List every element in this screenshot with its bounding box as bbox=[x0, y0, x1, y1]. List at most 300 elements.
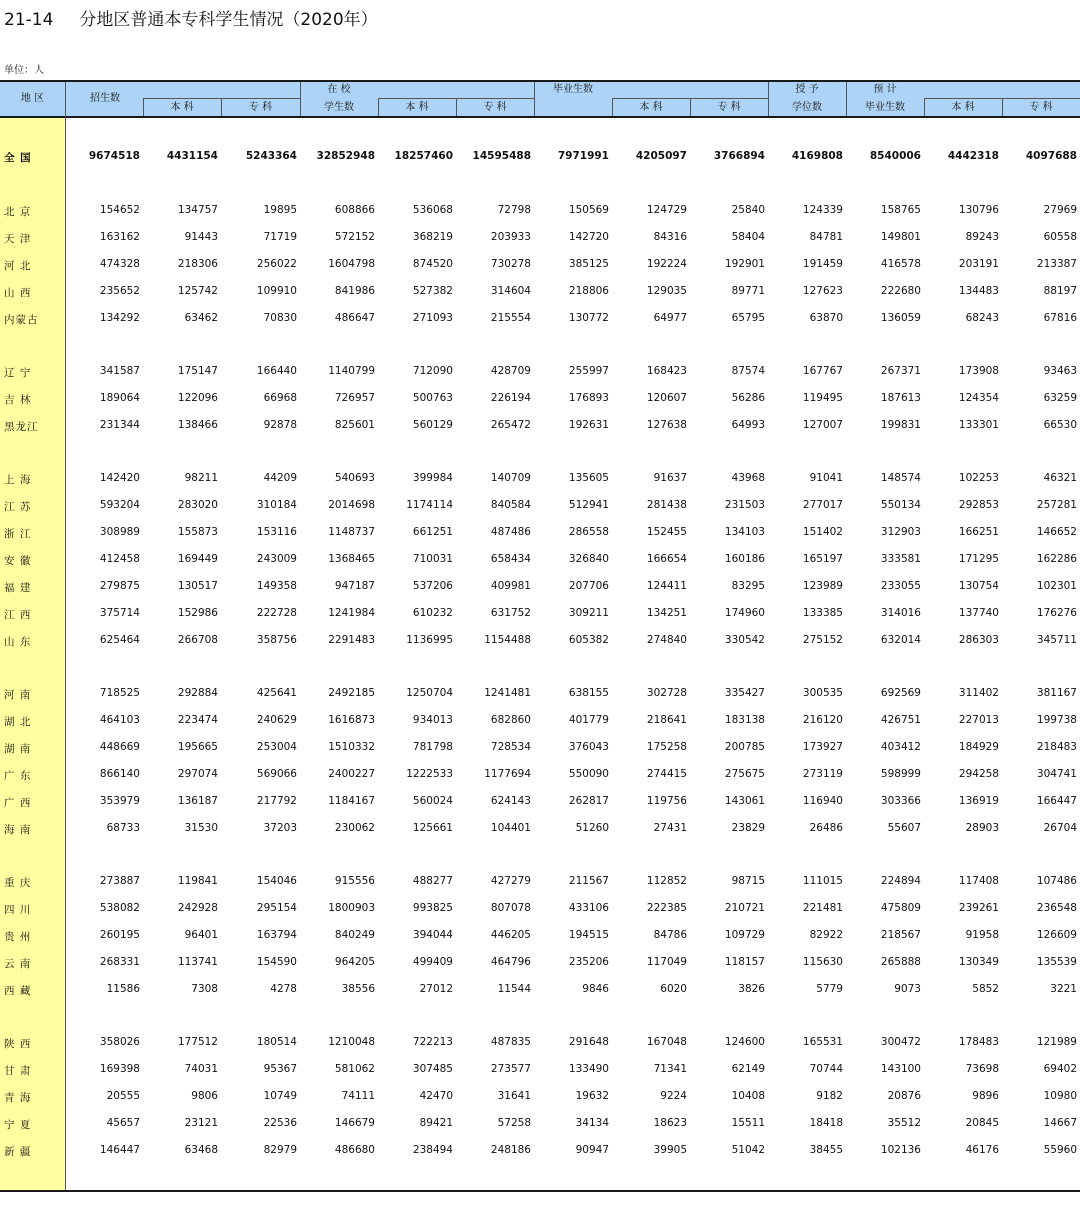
table-cell: 136919 bbox=[958, 795, 999, 807]
table-cell: 187613 bbox=[880, 392, 921, 404]
table-cell: 175258 bbox=[646, 741, 687, 753]
table-cell: 124354 bbox=[958, 392, 999, 404]
table-cell: 127007 bbox=[802, 419, 843, 431]
table-cell: 143100 bbox=[880, 1063, 921, 1075]
table-cell: 10749 bbox=[263, 1090, 297, 1102]
table-cell: 180514 bbox=[256, 1036, 297, 1048]
table-cell: 107486 bbox=[1036, 875, 1077, 887]
table-cell: 1250704 bbox=[406, 687, 453, 699]
table-cell: 718525 bbox=[99, 687, 140, 699]
table-cell: 177512 bbox=[177, 1036, 218, 1048]
header-graduates-zk: 专 科 bbox=[717, 102, 741, 113]
table-cell: 130349 bbox=[958, 956, 999, 968]
table-cell: 8540006 bbox=[869, 150, 921, 162]
table-cell: 199831 bbox=[880, 419, 921, 431]
table-cell: 95367 bbox=[263, 1063, 297, 1075]
table-cell: 4278 bbox=[270, 983, 297, 995]
page-title bbox=[4, 5, 378, 30]
region-name: 福 建 bbox=[4, 582, 32, 594]
table-row bbox=[0, 1117, 1080, 1135]
table-cell: 385125 bbox=[568, 258, 609, 270]
table-cell: 134292 bbox=[99, 312, 140, 324]
table-cell: 102253 bbox=[958, 472, 999, 484]
table-cell: 722213 bbox=[412, 1036, 453, 1048]
table-cell: 222385 bbox=[646, 902, 687, 914]
table-cell: 9846 bbox=[582, 983, 609, 995]
table-cell: 426751 bbox=[880, 714, 921, 726]
table-cell: 74111 bbox=[341, 1090, 375, 1102]
table-cell: 728534 bbox=[490, 741, 531, 753]
table-cell: 146679 bbox=[334, 1117, 375, 1129]
header-expected-bk: 本 科 bbox=[951, 102, 975, 113]
region-name: 黑龙江 bbox=[4, 421, 39, 433]
table-cell: 158765 bbox=[880, 204, 921, 216]
table-cell: 1148737 bbox=[328, 526, 375, 538]
table-cell: 1510332 bbox=[328, 741, 375, 753]
table-cell: 26486 bbox=[809, 822, 843, 834]
table-cell: 294258 bbox=[958, 768, 999, 780]
table-cell: 55960 bbox=[1043, 1144, 1077, 1156]
table-cell: 304741 bbox=[1036, 768, 1077, 780]
table-cell: 11544 bbox=[497, 983, 531, 995]
table-cell: 122096 bbox=[177, 392, 218, 404]
table-cell: 527382 bbox=[412, 285, 453, 297]
table-cell: 124729 bbox=[646, 204, 687, 216]
table-cell: 1140799 bbox=[328, 365, 375, 377]
table-cell: 162286 bbox=[1036, 553, 1077, 565]
table-number: 21-14 bbox=[4, 10, 54, 30]
table-cell: 60558 bbox=[1043, 231, 1077, 243]
table-cell: 487835 bbox=[490, 1036, 531, 1048]
table-row bbox=[0, 1144, 1080, 1162]
table-cell: 87574 bbox=[731, 365, 765, 377]
table-row bbox=[0, 472, 1080, 490]
table-cell: 82922 bbox=[809, 929, 843, 941]
table-cell: 2400227 bbox=[328, 768, 375, 780]
table-cell: 169398 bbox=[99, 1063, 140, 1075]
table-cell: 38455 bbox=[809, 1144, 843, 1156]
table-cell: 475809 bbox=[880, 902, 921, 914]
table-cell: 72798 bbox=[497, 204, 531, 216]
table-cell: 608866 bbox=[334, 204, 375, 216]
table-cell: 19895 bbox=[263, 204, 297, 216]
table-cell: 726957 bbox=[334, 392, 375, 404]
header-degree-1: 授 予 bbox=[795, 84, 819, 95]
table-cell: 192901 bbox=[724, 258, 765, 270]
table-row bbox=[0, 687, 1080, 705]
table-cell: 90947 bbox=[575, 1144, 609, 1156]
table-cell: 1241481 bbox=[484, 687, 531, 699]
table-cell: 273119 bbox=[802, 768, 843, 780]
table-cell: 129035 bbox=[646, 285, 687, 297]
region-name: 湖 北 bbox=[4, 716, 32, 728]
table-cell: 111015 bbox=[802, 875, 843, 887]
table-cell: 256022 bbox=[256, 258, 297, 270]
table-cell: 486680 bbox=[334, 1144, 375, 1156]
table-cell: 119756 bbox=[646, 795, 687, 807]
table-cell: 326840 bbox=[568, 553, 609, 565]
table-cell: 154590 bbox=[256, 956, 297, 968]
table-cell: 376043 bbox=[568, 741, 609, 753]
region-name: 北 京 bbox=[4, 206, 32, 218]
table-cell: 560024 bbox=[412, 795, 453, 807]
table-row bbox=[0, 795, 1080, 813]
table-cell: 151402 bbox=[802, 526, 843, 538]
header-expected-zk: 专 科 bbox=[1029, 102, 1053, 113]
table-cell: 300535 bbox=[802, 687, 843, 699]
table-cell: 353979 bbox=[99, 795, 140, 807]
table-cell: 143061 bbox=[724, 795, 765, 807]
table-row bbox=[0, 285, 1080, 303]
table-row bbox=[0, 580, 1080, 598]
table-cell: 550134 bbox=[880, 499, 921, 511]
table-cell: 14667 bbox=[1043, 1117, 1077, 1129]
table-cell: 605382 bbox=[568, 634, 609, 646]
table-cell: 235652 bbox=[99, 285, 140, 297]
table-cell: 248186 bbox=[490, 1144, 531, 1156]
table-cell: 11586 bbox=[106, 983, 140, 995]
table-cell: 125742 bbox=[177, 285, 218, 297]
table-cell: 581062 bbox=[334, 1063, 375, 1075]
table-cell: 345711 bbox=[1036, 634, 1077, 646]
table-cell: 73698 bbox=[965, 1063, 999, 1075]
table-cell: 488277 bbox=[412, 875, 453, 887]
table-row bbox=[0, 526, 1080, 544]
table-cell: 273577 bbox=[490, 1063, 531, 1075]
table-cell: 109729 bbox=[724, 929, 765, 941]
table-row bbox=[0, 929, 1080, 947]
table-row bbox=[0, 231, 1080, 249]
table-cell: 20555 bbox=[106, 1090, 140, 1102]
table-cell: 27012 bbox=[419, 983, 453, 995]
table-cell: 358756 bbox=[256, 634, 297, 646]
region-name: 甘 肃 bbox=[4, 1065, 32, 1077]
table-cell: 166251 bbox=[958, 526, 999, 538]
table-cell: 34134 bbox=[575, 1117, 609, 1129]
table-cell: 4169808 bbox=[791, 150, 843, 162]
table-cell: 3826 bbox=[738, 983, 765, 995]
table-cell: 127638 bbox=[646, 419, 687, 431]
table-cell: 658434 bbox=[490, 553, 531, 565]
total-row bbox=[0, 150, 1080, 168]
table-cell: 169449 bbox=[177, 553, 218, 565]
table-cell: 540693 bbox=[334, 472, 375, 484]
table-cell: 1184167 bbox=[328, 795, 375, 807]
table-cell: 121989 bbox=[1036, 1036, 1077, 1048]
table-cell: 625464 bbox=[99, 634, 140, 646]
table-cell: 89243 bbox=[965, 231, 999, 243]
table-cell: 412458 bbox=[99, 553, 140, 565]
table-cell: 273887 bbox=[99, 875, 140, 887]
table-cell: 446205 bbox=[490, 929, 531, 941]
table-cell: 155873 bbox=[177, 526, 218, 538]
table-cell: 335427 bbox=[724, 687, 765, 699]
table-cell: 238494 bbox=[412, 1144, 453, 1156]
table-cell: 134757 bbox=[177, 204, 218, 216]
table-cell: 91443 bbox=[184, 231, 218, 243]
table-cell: 70744 bbox=[809, 1063, 843, 1075]
table-cell: 416578 bbox=[880, 258, 921, 270]
table-cell: 68243 bbox=[965, 312, 999, 324]
table-cell: 307485 bbox=[412, 1063, 453, 1075]
table-cell: 192631 bbox=[568, 419, 609, 431]
region-name: 江 苏 bbox=[4, 501, 32, 513]
region-name: 四 川 bbox=[4, 904, 32, 916]
table-cell: 7971991 bbox=[557, 150, 609, 162]
table-bottom-rule bbox=[0, 1190, 1080, 1192]
table-cell: 9896 bbox=[972, 1090, 999, 1102]
header-expected-2: 毕业生数 bbox=[865, 102, 905, 113]
table-row bbox=[0, 741, 1080, 759]
table-cell: 23829 bbox=[731, 822, 765, 834]
table-cell: 135539 bbox=[1036, 956, 1077, 968]
table-cell: 175147 bbox=[177, 365, 218, 377]
table-cell: 173927 bbox=[802, 741, 843, 753]
region-name: 云 南 bbox=[4, 958, 32, 970]
table-cell: 130754 bbox=[958, 580, 999, 592]
table-cell: 153116 bbox=[256, 526, 297, 538]
table-cell: 9224 bbox=[660, 1090, 687, 1102]
table-cell: 130796 bbox=[958, 204, 999, 216]
table-cell: 1222533 bbox=[406, 768, 453, 780]
table-cell: 286303 bbox=[958, 634, 999, 646]
table-cell: 146447 bbox=[99, 1144, 140, 1156]
table-cell: 113741 bbox=[177, 956, 218, 968]
table-cell: 91637 bbox=[653, 472, 687, 484]
table-cell: 218483 bbox=[1036, 741, 1077, 753]
region-name: 全 国 bbox=[4, 152, 32, 164]
table-cell: 130517 bbox=[177, 580, 218, 592]
table-cell: 2492185 bbox=[328, 687, 375, 699]
table-cell: 171295 bbox=[958, 553, 999, 565]
table-cell: 292884 bbox=[177, 687, 218, 699]
table-cell: 295154 bbox=[256, 902, 297, 914]
table-cell: 1604798 bbox=[328, 258, 375, 270]
table-cell: 448669 bbox=[99, 741, 140, 753]
table-cell: 71719 bbox=[263, 231, 297, 243]
table-cell: 297074 bbox=[177, 768, 218, 780]
table-cell: 302728 bbox=[646, 687, 687, 699]
header-enroll-bk: 本 科 bbox=[170, 102, 194, 113]
table-cell: 58404 bbox=[731, 231, 765, 243]
table-cell: 83295 bbox=[731, 580, 765, 592]
table-cell: 207706 bbox=[568, 580, 609, 592]
table-cell: 96401 bbox=[184, 929, 218, 941]
region-name: 天 津 bbox=[4, 233, 32, 245]
table-cell: 14595488 bbox=[472, 150, 531, 162]
table-cell: 4442318 bbox=[947, 150, 999, 162]
table-cell: 46321 bbox=[1043, 472, 1077, 484]
table-cell: 18257460 bbox=[394, 150, 453, 162]
table-cell: 84786 bbox=[653, 929, 687, 941]
table-cell: 194515 bbox=[568, 929, 609, 941]
table-cell: 314604 bbox=[490, 285, 531, 297]
table-cell: 210721 bbox=[724, 902, 765, 914]
table-cell: 63870 bbox=[809, 312, 843, 324]
table-cell: 841986 bbox=[334, 285, 375, 297]
region-name: 重 庆 bbox=[4, 877, 32, 889]
table-cell: 267371 bbox=[880, 365, 921, 377]
table-cell: 235206 bbox=[568, 956, 609, 968]
table-cell: 84316 bbox=[653, 231, 687, 243]
table-row bbox=[0, 499, 1080, 517]
table-cell: 1154488 bbox=[484, 634, 531, 646]
table-cell: 536068 bbox=[412, 204, 453, 216]
table-row bbox=[0, 204, 1080, 222]
table-cell: 486647 bbox=[334, 312, 375, 324]
table-cell: 283020 bbox=[177, 499, 218, 511]
table-cell: 231503 bbox=[724, 499, 765, 511]
table-cell: 333581 bbox=[880, 553, 921, 565]
table-cell: 20845 bbox=[965, 1117, 999, 1129]
table-cell: 166447 bbox=[1036, 795, 1077, 807]
table-cell: 166440 bbox=[256, 365, 297, 377]
table-cell: 275152 bbox=[802, 634, 843, 646]
region-name: 宁 夏 bbox=[4, 1119, 32, 1131]
table-cell: 216120 bbox=[802, 714, 843, 726]
table-cell: 310184 bbox=[256, 499, 297, 511]
region-name: 新 疆 bbox=[4, 1146, 32, 1158]
table-cell: 730278 bbox=[490, 258, 531, 270]
table-cell: 840249 bbox=[334, 929, 375, 941]
table-cell: 221481 bbox=[802, 902, 843, 914]
region-name: 湖 南 bbox=[4, 743, 32, 755]
table-cell: 218806 bbox=[568, 285, 609, 297]
table-cell: 308989 bbox=[99, 526, 140, 538]
table-cell: 146652 bbox=[1036, 526, 1077, 538]
table-cell: 222728 bbox=[256, 607, 297, 619]
table-cell: 150569 bbox=[568, 204, 609, 216]
region-name: 内蒙古 bbox=[4, 314, 39, 326]
table-row bbox=[0, 1090, 1080, 1108]
table-cell: 74031 bbox=[184, 1063, 218, 1075]
table-cell: 218641 bbox=[646, 714, 687, 726]
table-cell: 203933 bbox=[490, 231, 531, 243]
table-cell: 1800903 bbox=[328, 902, 375, 914]
table-cell: 134483 bbox=[958, 285, 999, 297]
table-cell: 25840 bbox=[731, 204, 765, 216]
table-cell: 2014698 bbox=[328, 499, 375, 511]
table-cell: 133385 bbox=[802, 607, 843, 619]
table-cell: 266708 bbox=[177, 634, 218, 646]
table-cell: 142420 bbox=[99, 472, 140, 484]
table-cell: 403412 bbox=[880, 741, 921, 753]
table-cell: 427279 bbox=[490, 875, 531, 887]
table-cell: 119841 bbox=[177, 875, 218, 887]
table-cell: 167048 bbox=[646, 1036, 687, 1048]
table-row bbox=[0, 365, 1080, 383]
table-cell: 358026 bbox=[99, 1036, 140, 1048]
table-cell: 163162 bbox=[99, 231, 140, 243]
table-cell: 89771 bbox=[731, 285, 765, 297]
table-cell: 102301 bbox=[1036, 580, 1077, 592]
table-cell: 70830 bbox=[263, 312, 297, 324]
table-cell: 1177694 bbox=[484, 768, 531, 780]
table-cell: 425641 bbox=[256, 687, 297, 699]
table-cell: 51260 bbox=[575, 822, 609, 834]
table-cell: 9806 bbox=[191, 1090, 218, 1102]
table-cell: 130772 bbox=[568, 312, 609, 324]
table-cell: 35512 bbox=[887, 1117, 921, 1129]
table-cell: 271093 bbox=[412, 312, 453, 324]
table-cell: 226194 bbox=[490, 392, 531, 404]
table-cell: 262817 bbox=[568, 795, 609, 807]
table-cell: 6020 bbox=[660, 983, 687, 995]
table-cell: 134103 bbox=[724, 526, 765, 538]
table-cell: 314016 bbox=[880, 607, 921, 619]
region-name: 辽 宁 bbox=[4, 367, 32, 379]
table-cell: 9073 bbox=[894, 983, 921, 995]
table-cell: 102136 bbox=[880, 1144, 921, 1156]
table-cell: 253004 bbox=[256, 741, 297, 753]
table-cell: 866140 bbox=[99, 768, 140, 780]
table-cell: 947187 bbox=[334, 580, 375, 592]
table-cell: 275675 bbox=[724, 768, 765, 780]
table-row bbox=[0, 312, 1080, 330]
table-cell: 240629 bbox=[256, 714, 297, 726]
table-cell: 178483 bbox=[958, 1036, 999, 1048]
table-cell: 274415 bbox=[646, 768, 687, 780]
table-cell: 368219 bbox=[412, 231, 453, 243]
table-cell: 233055 bbox=[880, 580, 921, 592]
region-name: 山 东 bbox=[4, 636, 32, 648]
table-cell: 499409 bbox=[412, 956, 453, 968]
table-cell: 163794 bbox=[256, 929, 297, 941]
table-cell: 56286 bbox=[731, 392, 765, 404]
table-cell: 66530 bbox=[1043, 419, 1077, 431]
table-cell: 464796 bbox=[490, 956, 531, 968]
table-cell: 44209 bbox=[263, 472, 297, 484]
table-cell: 176893 bbox=[568, 392, 609, 404]
table-cell: 117049 bbox=[646, 956, 687, 968]
table-cell: 632014 bbox=[880, 634, 921, 646]
table-cell: 4205097 bbox=[635, 150, 687, 162]
table-cell: 199738 bbox=[1036, 714, 1077, 726]
table-cell: 71341 bbox=[653, 1063, 687, 1075]
table-cell: 88197 bbox=[1043, 285, 1077, 297]
table-cell: 203191 bbox=[958, 258, 999, 270]
table-title: 分地区普通本专科学生情况（2020年） bbox=[79, 10, 378, 30]
header-region: 地 区 bbox=[20, 93, 45, 104]
table-cell: 224894 bbox=[880, 875, 921, 887]
table-cell: 239261 bbox=[958, 902, 999, 914]
table-cell: 91041 bbox=[809, 472, 843, 484]
table-cell: 537206 bbox=[412, 580, 453, 592]
table-cell: 409981 bbox=[490, 580, 531, 592]
table-cell: 109910 bbox=[256, 285, 297, 297]
table-cell: 638155 bbox=[568, 687, 609, 699]
table-cell: 63259 bbox=[1043, 392, 1077, 404]
table-cell: 98715 bbox=[731, 875, 765, 887]
region-name: 海 南 bbox=[4, 824, 32, 836]
region-name: 青 海 bbox=[4, 1092, 32, 1104]
table-row bbox=[0, 822, 1080, 840]
region-name: 江 西 bbox=[4, 609, 32, 621]
table-cell: 18623 bbox=[653, 1117, 687, 1129]
table-row bbox=[0, 258, 1080, 276]
table-cell: 93463 bbox=[1043, 365, 1077, 377]
table-cell: 211567 bbox=[568, 875, 609, 887]
table-cell: 142720 bbox=[568, 231, 609, 243]
region-name: 安 徽 bbox=[4, 555, 32, 567]
table-cell: 291648 bbox=[568, 1036, 609, 1048]
table-cell: 125661 bbox=[412, 822, 453, 834]
table-cell: 309211 bbox=[568, 607, 609, 619]
table-cell: 22536 bbox=[263, 1117, 297, 1129]
table-cell: 173908 bbox=[958, 365, 999, 377]
table-cell: 5779 bbox=[816, 983, 843, 995]
table-cell: 9674518 bbox=[88, 150, 140, 162]
